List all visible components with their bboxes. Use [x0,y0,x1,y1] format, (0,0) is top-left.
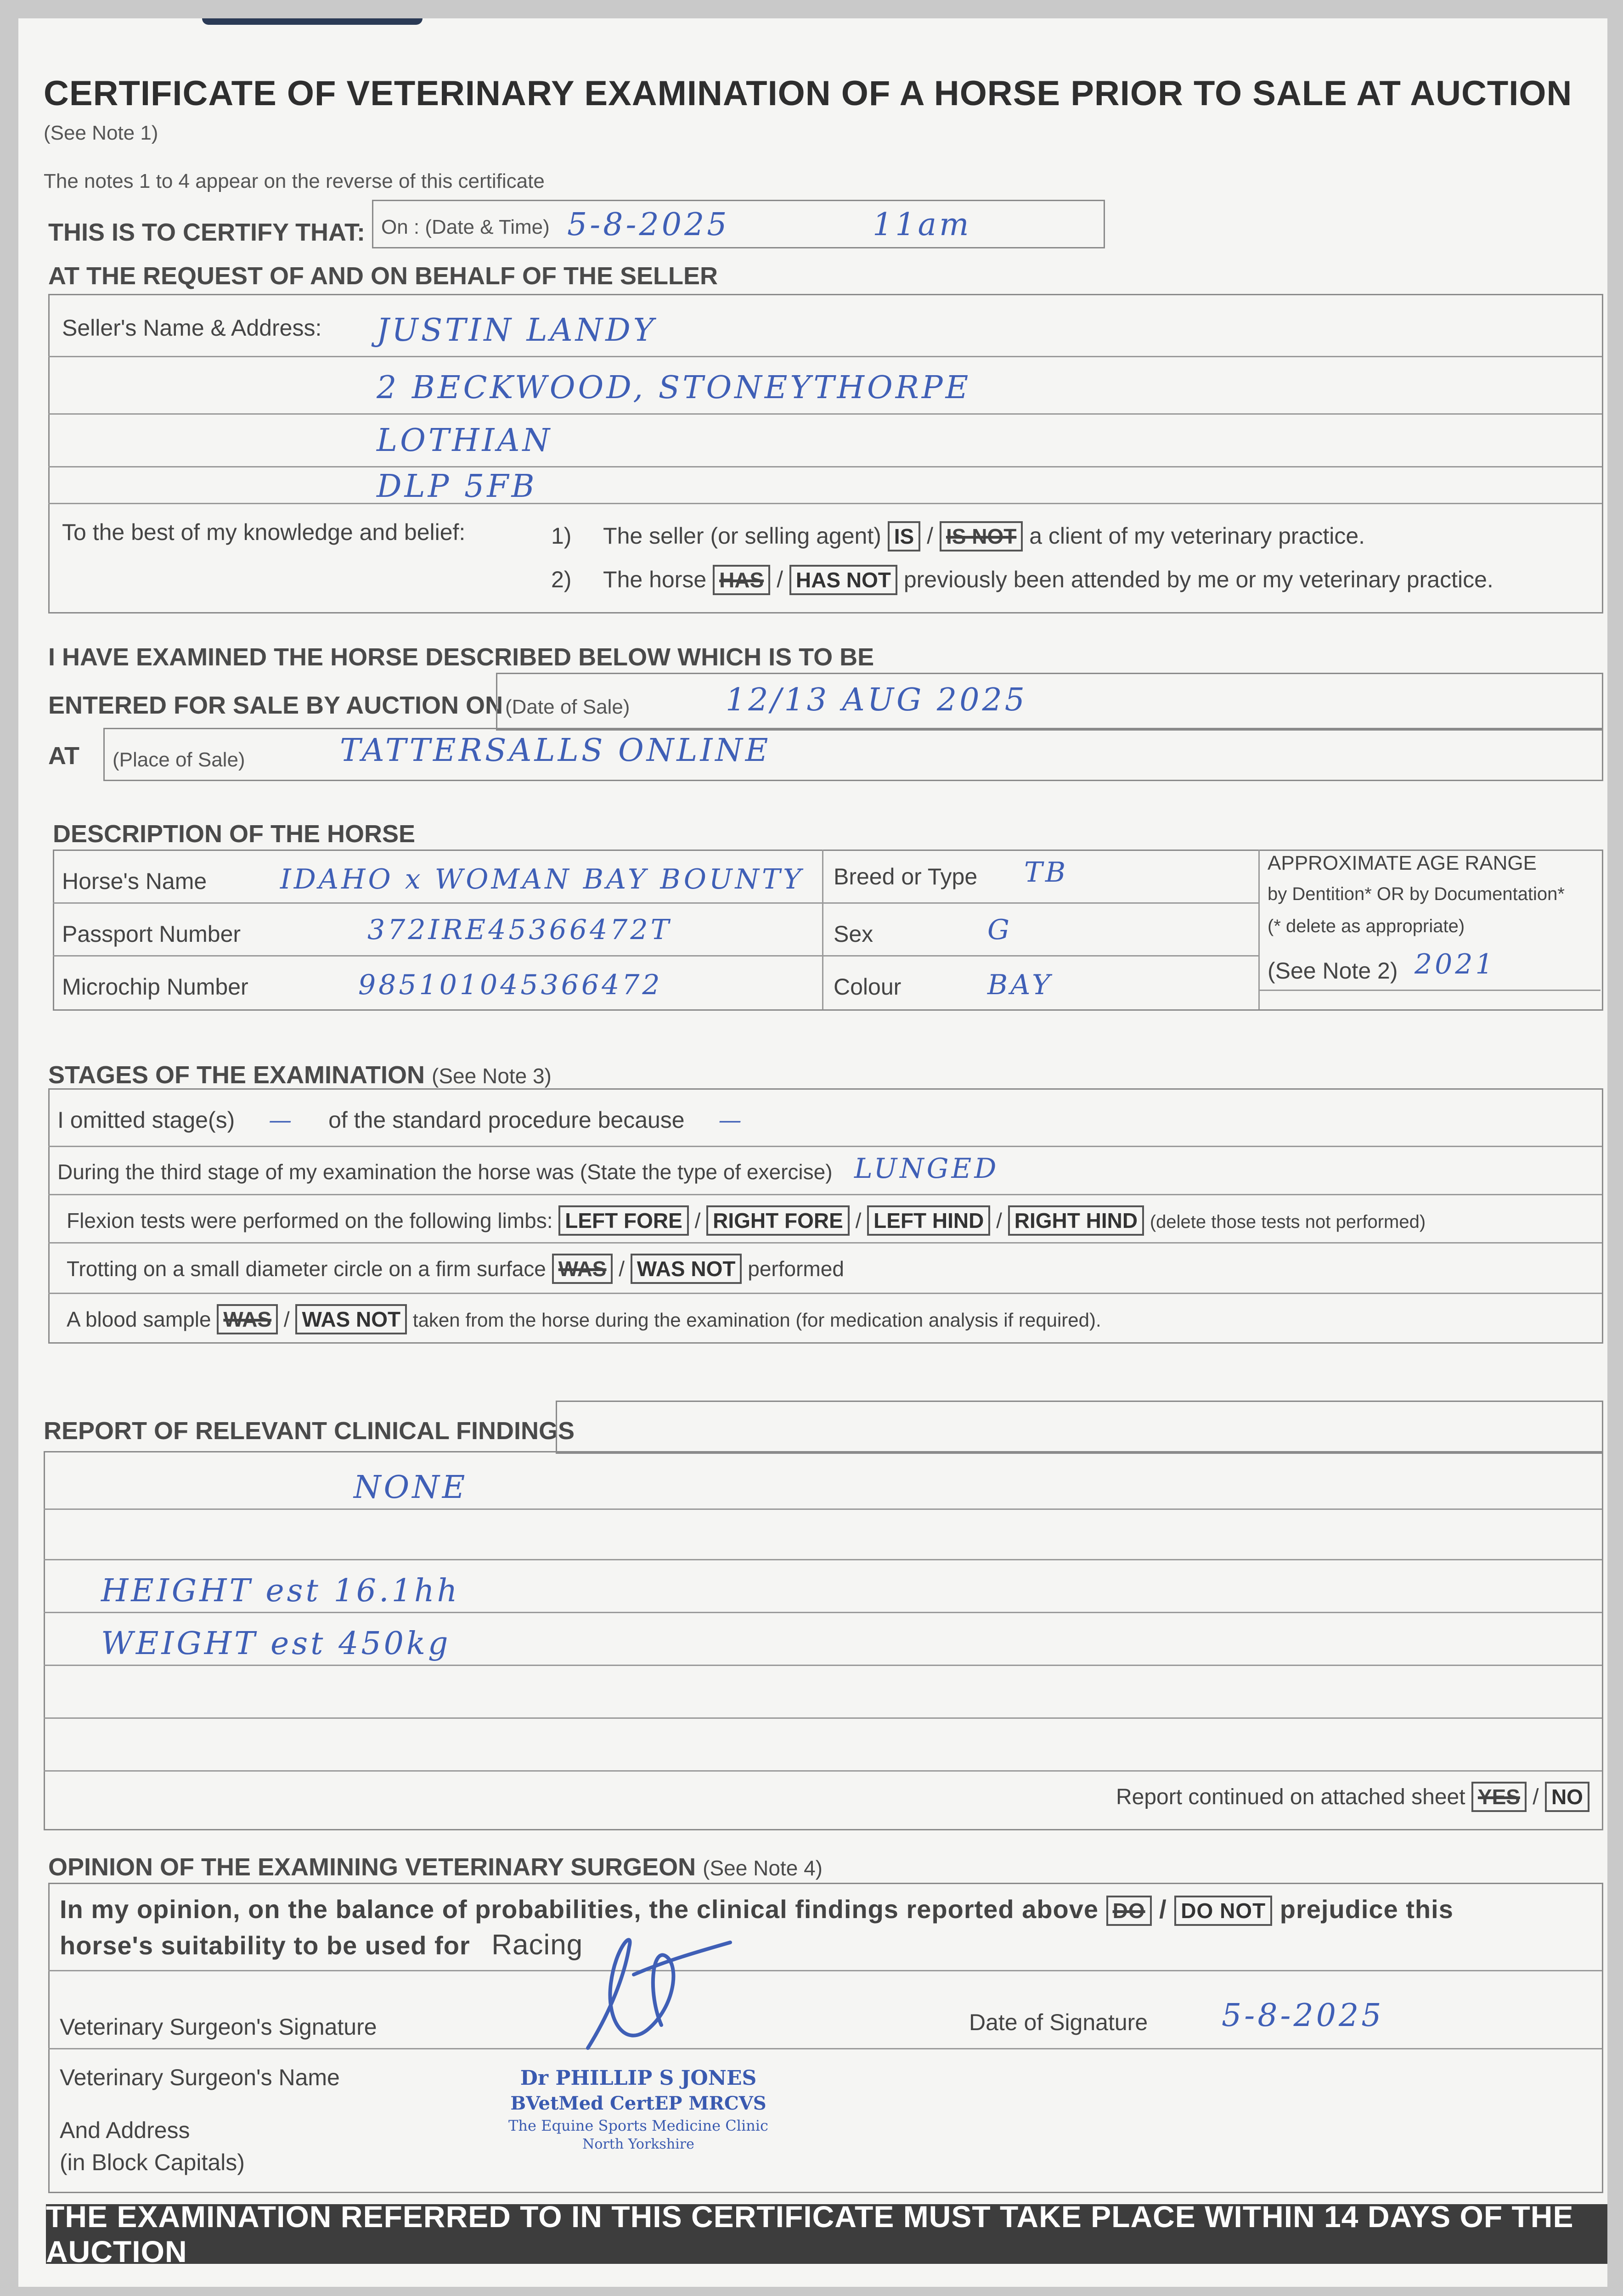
place-of-sale-value: TATTERSALLS ONLINE [340,732,771,769]
opinion-do-option: DO [1106,1896,1152,1926]
see-note-1: (See Note 1) [44,122,158,144]
report-continued-line: Report continued on attached sheet YES / NO [1116,1782,1589,1812]
date-of-sale-value: 12/13 AUG 2025 [726,682,1027,718]
certificate-page [18,18,1607,2287]
blood-sample-line: A blood sample WAS / WAS NOT taken from the horse during the examination (for medication analysis if required). [67,1304,1101,1334]
colour-value: BAY [987,969,1053,1001]
notes-line: The notes 1 to 4 appear on the reverse of this certificate [44,170,545,192]
flexion-line: Flexion tests were performed on the following limbs: LEFT FORE / RIGHT FORE / LEFT HIND / RIGHT HIND (delete those tests not performed) [67,1205,1426,1236]
microchip-value: 985101045366472 [358,969,663,1001]
vet-name-label: Veterinary Surgeon's Name [60,2065,340,2090]
horse-name-label: Horse's Name [62,868,207,894]
report-line-2: HEIGHT est 16.1hh [101,1573,460,1609]
place-of-sale-box [103,728,1603,781]
date-time-label: On : (Date & Time) [381,216,550,238]
knowledge-label: To the best of my knowledge and belief: [62,519,466,545]
place-of-sale-label: (Place of Sale) [113,748,245,771]
flexion-right-fore: RIGHT FORE [706,1205,850,1236]
seller-line-3: LOTHIAN [377,422,553,459]
exam-time-value: 11am [873,207,972,243]
use-value: Racing [491,1929,583,1961]
report-line-3: WEIGHT est 450kg [101,1626,451,1662]
age-range-delete: (* delete as appropriate) [1268,916,1465,936]
seller-line-4: DLP 5FB [377,468,537,505]
blood-was-option: WAS [217,1304,278,1334]
trotting-line: Trotting on a small diameter circle on a firm surface WAS / WAS NOT performed [67,1254,844,1284]
flexion-right-hind: RIGHT HIND [1008,1205,1144,1236]
horse-has-not-option: HAS NOT [789,565,897,595]
passport-value: 372IRE45366472T [367,914,672,946]
date-of-signature-label: Date of Signature [969,2009,1148,2035]
seller-name-address-label: Seller's Name & Address: [62,315,322,341]
breed-label: Breed or Type [834,864,978,889]
sex-label: Sex [834,921,873,947]
third-stage-value: LUNGED [854,1153,999,1185]
footer-banner: THE EXAMINATION REFERRED TO IN THIS CERTIFICATE MUST TAKE PLACE WITHIN 14 DAYS OF THE AUCTION [46,2204,1607,2264]
opinion-do-not-option: DO NOT [1174,1896,1272,1926]
seller-is-option: IS [888,521,920,551]
seller-section-title: AT THE REQUEST OF AND ON BEHALF OF THE SELLER [48,262,718,290]
report-line-1: NONE [354,1469,468,1506]
vet-stamp: Dr PHILLIP S JONES BVetMed CertEP MRCVS The Equine Sports Medicine Clinic North Yorkshire [508,2066,768,2152]
opinion-line-2: horse's suitability to be used for Racing [60,1929,583,1961]
address-label: And Address [60,2117,190,2143]
seller-line-1: JUSTIN LANDY [377,312,657,349]
age-range-by: by Dentition* OR by Documentation* [1268,884,1565,904]
certify-label: THIS IS TO CERTIFY THAT: [48,219,366,246]
date-of-sale-box [496,673,1603,731]
date-of-sale-label: (Date of Sale) [505,696,630,718]
top-edge-mark [202,18,423,25]
exam-date-value: 5-8-2025 [567,207,730,243]
continued-yes-option: YES [1471,1782,1527,1812]
age-range-title: APPROXIMATE AGE RANGE [1268,852,1537,874]
date-of-signature-value: 5-8-2025 [1222,1998,1384,2034]
breed-value: TB [1024,856,1069,889]
opinion-statement: In my opinion, on the balance of probabilities, the clinical findings reported above DO / DO NOT prejudice this [60,1894,1454,1926]
trotting-was-option: WAS [552,1254,613,1284]
sex-value: G [987,914,1012,946]
block-capitals-label: (in Block Capitals) [60,2150,245,2175]
statement-1: 1) The seller (or selling agent) IS / IS NOT a client of my veterinary practice. [551,521,1365,551]
passport-label: Passport Number [62,921,241,947]
horse-has-option: HAS [713,565,770,595]
stages-section-title: STAGES OF THE EXAMINATION (See Note 3) [48,1061,552,1089]
third-stage-label: During the third stage of my examination the horse was (State the type of exercise) [57,1160,833,1184]
examined-line: I HAVE EXAMINED THE HORSE DESCRIBED BELOW WHICH IS TO BE [48,643,874,671]
report-title-box [556,1401,1603,1454]
flexion-left-fore: LEFT FORE [558,1205,689,1236]
opinion-section-title: OPINION OF THE EXAMINING VETERINARY SURGEON (See Note 4) [48,1853,823,1881]
continued-no-option: NO [1545,1782,1589,1812]
certificate-title: CERTIFICATE OF VETERINARY EXAMINATION OF A HORSE PRIOR TO SALE AT AUCTION [44,74,1572,113]
age-note: (See Note 2) [1268,958,1398,984]
blood-was-not-option: WAS NOT [295,1304,407,1334]
statement-2: 2) The horse HAS / HAS NOT previously been attended by me or my veterinary practice. [551,565,1493,595]
entered-label: ENTERED FOR SALE BY AUCTION ON [48,692,503,719]
signature-label: Veterinary Surgeon's Signature [60,2014,377,2040]
seller-line-2: 2 BECKWOOD, STONEYTHORPE [377,370,971,406]
colour-label: Colour [834,974,902,1000]
horse-name-value: IDAHO x WOMAN BAY BOUNTY [280,863,804,895]
at-label: AT [48,742,79,770]
description-section-title: DESCRIPTION OF THE HORSE [53,820,416,848]
omitted-line: I omitted stage(s) — of the standard procedure because — [57,1107,744,1133]
microchip-label: Microchip Number [62,974,248,1000]
flexion-left-hind: LEFT HIND [867,1205,990,1236]
trotting-was-not-option: WAS NOT [631,1254,742,1284]
report-section-title: REPORT OF RELEVANT CLINICAL FINDINGS [44,1417,575,1445]
vet-signature [560,1919,735,2057]
seller-is-not-option: IS NOT [940,521,1023,551]
age-value: 2021 [1414,948,1496,980]
